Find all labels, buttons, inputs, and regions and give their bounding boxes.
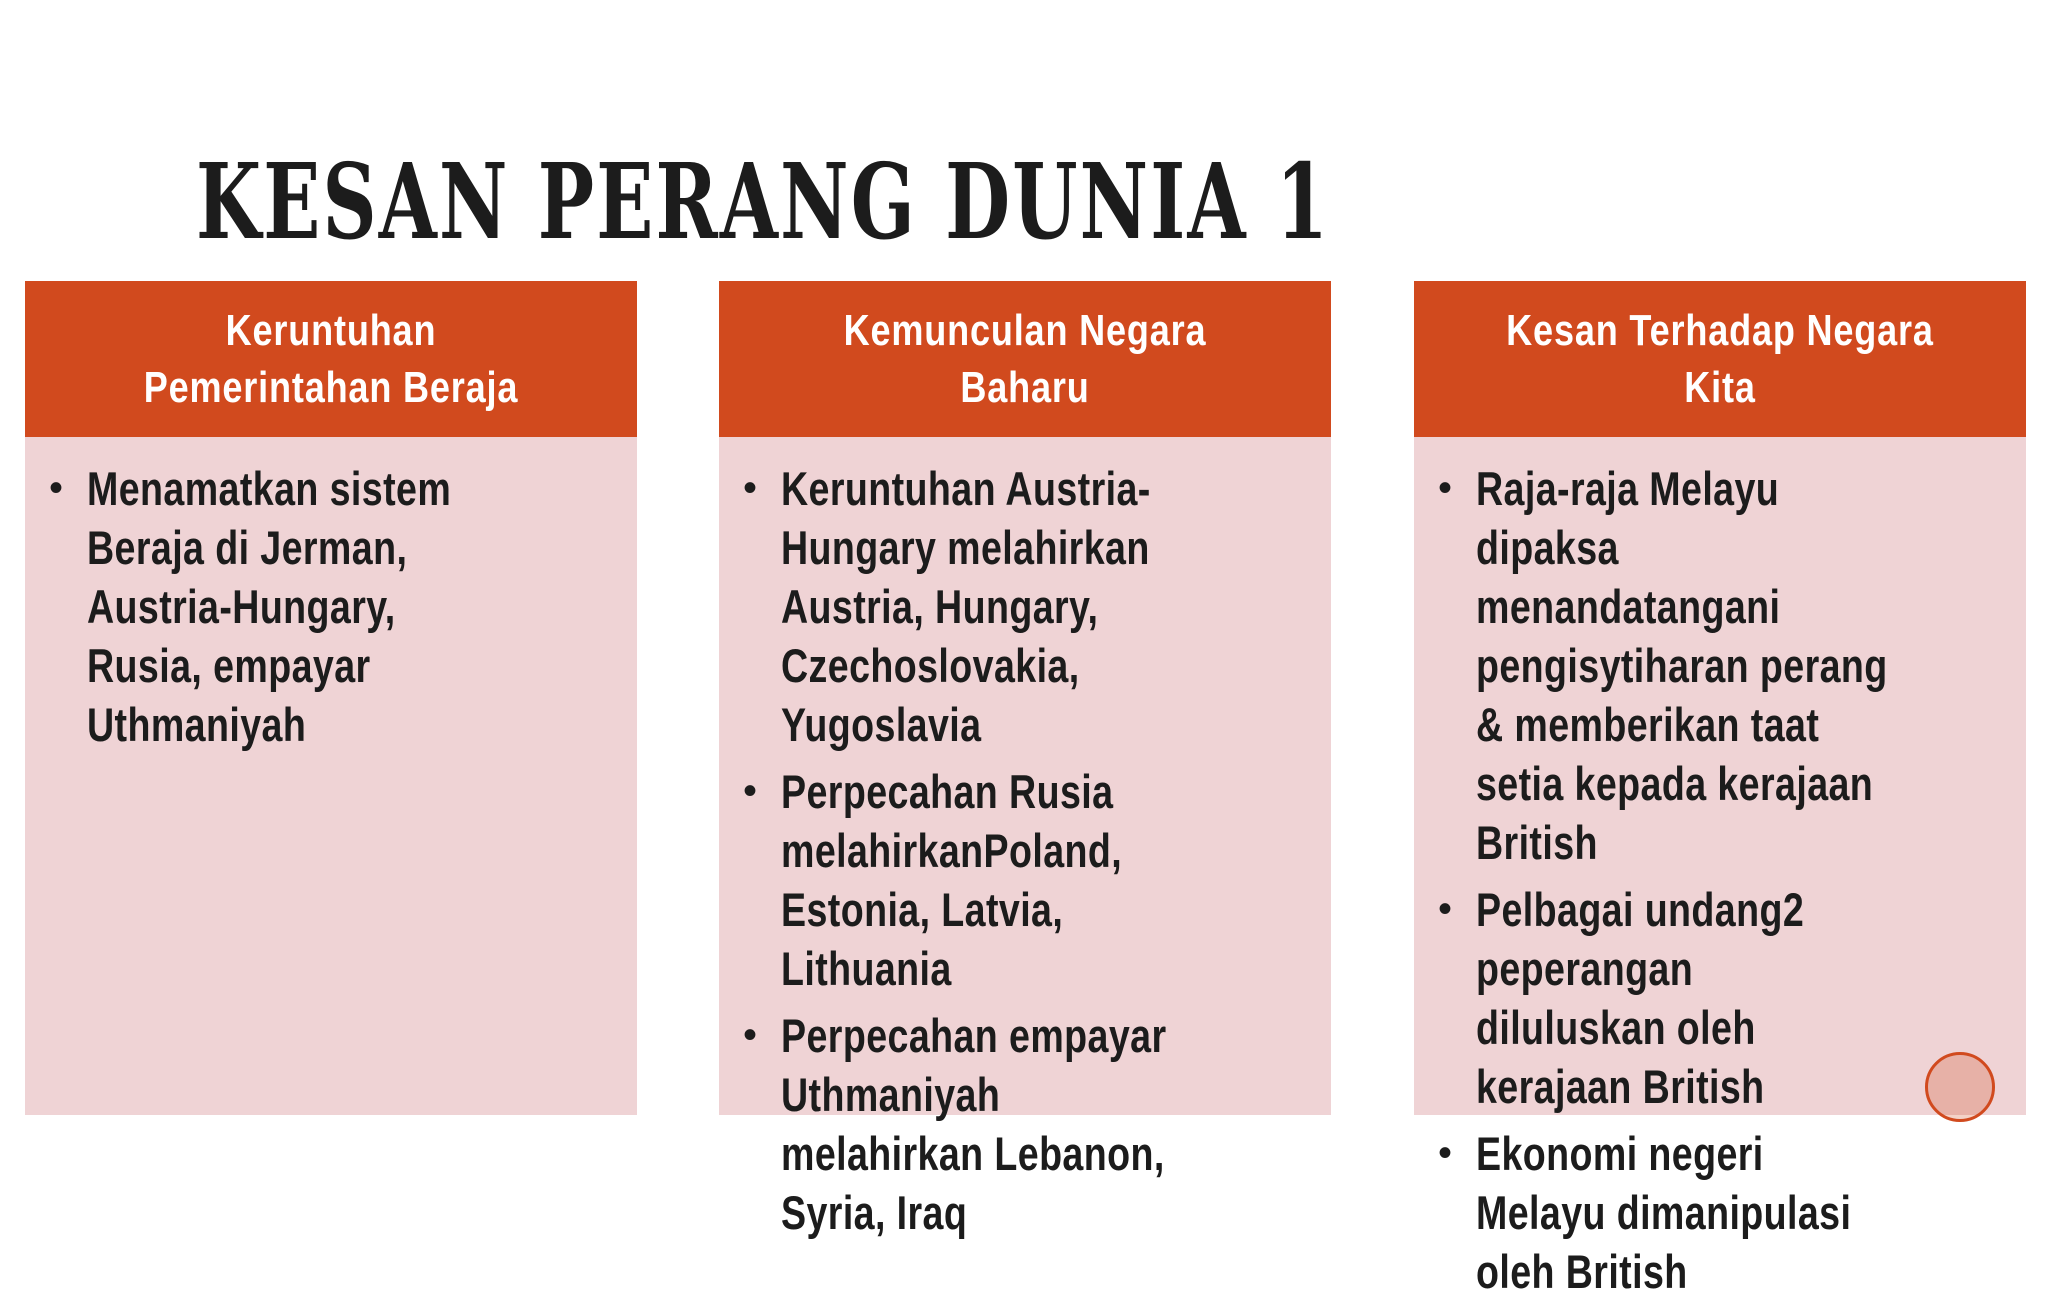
column-body	[719, 437, 1331, 1239]
column-header-text: Keruntuhan Pemerintahan Beraja	[143, 305, 519, 412]
bullet-dot-icon: •	[1438, 466, 1453, 510]
bullet-text: Pelbagai undang2 peperangan diluluskan oleh kerajaan British	[1476, 883, 1805, 1113]
column-kesan-negara-kita	[1414, 281, 2026, 1298]
column-body	[25, 437, 637, 1115]
bullet-item	[743, 459, 1301, 754]
column-header	[1414, 281, 2026, 437]
column-header-text: Kesan Terhadap Negara Kita	[1506, 305, 1934, 412]
bullet-item	[743, 1006, 1301, 1242]
bullet-text: Raja-raja Melayu dipaksa menandatangani pengisytiharan perang & memberikan taat setia kepada kerajaan British	[1476, 462, 1888, 869]
bullet-item	[49, 459, 607, 754]
bullet-item	[1438, 459, 1996, 872]
bullet-item	[1438, 880, 1996, 1116]
bullet-list	[49, 459, 607, 754]
column-body	[1414, 437, 2026, 1298]
bullet-item	[743, 762, 1301, 998]
bullet-item	[1438, 1124, 1996, 1301]
bullet-dot-icon: •	[743, 466, 758, 510]
bullet-text: Ekonomi negeri Melayu dimanipulasi oleh British	[1476, 1127, 1852, 1298]
bullet-list	[1438, 459, 1996, 1301]
slide-title: KESAN PERANG DUNIA 1	[196, 140, 1331, 263]
column-header	[25, 281, 637, 437]
bullet-text: Perpecahan empayar Uthmaniyah melahirkan Lebanon, Syria, Iraq	[781, 1009, 1167, 1239]
bullet-text: Keruntuhan Austria-Hungary melahirkan Austria, Hungary, Czechoslovakia, Yugoslavia	[781, 462, 1151, 751]
bullet-list	[743, 459, 1301, 1242]
bullet-dot-icon: •	[743, 769, 758, 813]
bullet-dot-icon: •	[1438, 1131, 1453, 1175]
slide-nav-circle-icon[interactable]	[1925, 1052, 1995, 1122]
column-keruntuhan-pemerintahan	[25, 281, 637, 1115]
bullet-dot-icon: •	[743, 1013, 758, 1057]
bullet-text: Perpecahan Rusia melahirkanPoland, Estonia, Latvia, Lithuania	[781, 765, 1123, 995]
bullet-dot-icon: •	[1438, 887, 1453, 931]
column-header-text: Kemunculan Negara Baharu	[843, 305, 1207, 412]
column-kemunculan-negara	[719, 281, 1331, 1239]
bullet-text: Menamatkan sistem Beraja di Jerman, Austria-Hungary, Rusia, empayar Uthmaniyah	[87, 462, 452, 751]
column-header	[719, 281, 1331, 437]
bullet-dot-icon: •	[49, 466, 64, 510]
